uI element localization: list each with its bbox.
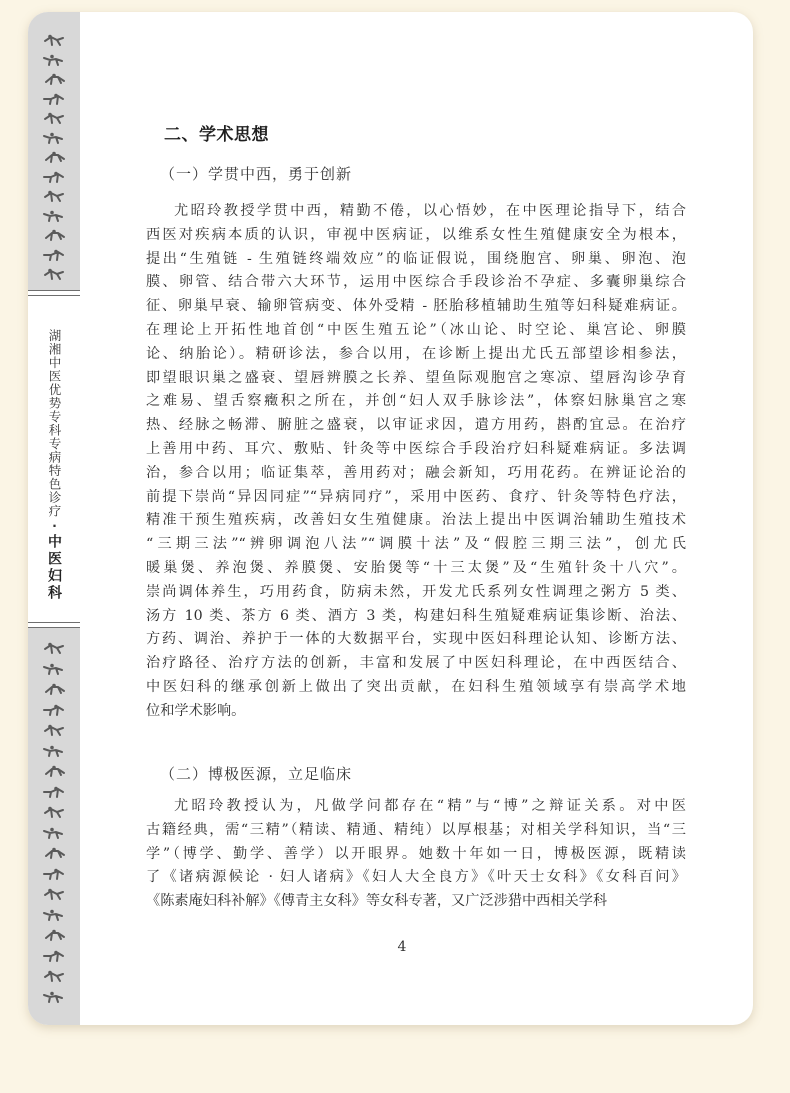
martial-arts-figure-icon [42, 868, 66, 881]
book-title: 中医妇科 [46, 534, 62, 602]
martial-arts-figure-icon [42, 888, 66, 901]
vertical-series-title [42, 329, 66, 602]
sidebar-figures-bottom [28, 628, 80, 1025]
paragraph-line: 崇尚调体养生，巧用药食，防病未然，开发尤氏系列女性调理之粥方 5 类、 [146, 583, 686, 600]
paragraph-line: 位和学术影响。 [146, 702, 246, 719]
martial-arts-figure-icon [42, 970, 66, 983]
page-number: 4 [397, 939, 407, 955]
martial-arts-figure-icon [42, 249, 66, 262]
paragraph-line: 精准干预生殖疾病，改善妇女生殖健康。治法上提出中医调治辅助生殖技术 [146, 512, 686, 529]
paragraph-line: 热、经脉之畅滞、腑脏之盛衰，以审证求因，遣方用药，斟酌宜忌。在治疗 [146, 417, 686, 434]
paragraph-line: 前提下崇尚“异因同症”“异病同疗”，采用中医药、食疗、针灸等特色疗法， [146, 488, 686, 505]
book-page [28, 12, 753, 1025]
martial-arts-figure-icon [42, 132, 66, 145]
paragraph-line: 膜、卵管、结合带六大环节，运用中医综合手段诊治不孕症、多囊卵巢综合 [146, 274, 686, 291]
subsection-heading-2: （二）博极医源，立足临床 [160, 765, 353, 783]
paragraph-line: 即望眼识巢之盛衰、望唇辨膜之长养、望鱼际观胞宫之寒凉、望唇沟诊孕育 [146, 369, 686, 386]
paragraph-line: 中医妇科的继承创新上做出了突出贡献，在妇科生殖领域享有崇高学术地 [146, 678, 686, 695]
martial-arts-figure-icon [42, 786, 66, 799]
paragraph-line: 提出“生殖链 - 生殖链终端效应”的临证假说，围绕胞宫、卵巢、卵泡、泡 [146, 250, 686, 267]
martial-arts-figure-icon [42, 683, 66, 696]
martial-arts-figure-icon [42, 991, 66, 1004]
martial-arts-figure-icon [42, 827, 66, 840]
martial-arts-figure-icon [42, 806, 66, 819]
sidebar-title-panel [28, 290, 80, 628]
martial-arts-figure-icon [42, 642, 66, 655]
martial-arts-figure-icon [42, 210, 66, 223]
paragraph-line: 之难易、望舌察癥积之所在，并创“妇人双手脉诊法”，体察妇脉巢宫之寒 [146, 393, 686, 410]
paragraph-line: 尤昭玲教授学贯中西，精勤不倦，以心悟妙，在中医理论指导下，结合 [174, 203, 686, 219]
paragraph-line: 了《诸病源候论 · 妇人诸病》《妇人大全良方》《叶天士女科》《女科百问》 [146, 869, 686, 886]
paragraph-line: 学”（博学、勤学、善学）以开眼界。她数十年如一日，博极医源，既精读 [146, 845, 686, 862]
martial-arts-figure-icon [42, 847, 66, 860]
title-separator: · [47, 518, 62, 534]
martial-arts-figure-icon [42, 54, 66, 67]
martial-arts-figure-icon [42, 229, 66, 242]
paragraph-line: 西医对疾病本质的认识，审视中医病证，以维系女性生殖健康安全为根本， [146, 226, 686, 243]
martial-arts-figure-icon [42, 73, 66, 86]
martial-arts-figure-icon [42, 724, 66, 737]
paragraph-2 [146, 795, 686, 914]
subsection-heading-1: （一）学贯中西，勇于创新 [160, 165, 353, 183]
paragraph-line: 汤方 10 类、茶方 6 类、酒方 3 类，构建妇科生殖疑难病证集诊断、治法、 [146, 607, 686, 624]
martial-arts-figure-icon [42, 929, 66, 942]
paragraph-line: 上善用中药、耳穴、敷贴、针灸等中医综合手段治疗妇科疑难病证。多法调 [146, 440, 686, 457]
paragraph-line: 治，参合以用；临证集萃，善用药对；融会新知，巧用花药。在辨证论治的 [146, 464, 686, 481]
martial-arts-figure-icon [42, 909, 66, 922]
martial-arts-figure-icon [42, 745, 66, 758]
sidebar-figures-top [28, 12, 80, 290]
paragraph-line: 暖巢煲、养泡煲、养膜煲、安胎煲等“十三太煲”及“生殖针灸十八穴”。 [146, 559, 686, 576]
section-heading: 二、学术思想 [164, 125, 269, 145]
paragraph-line: 尤昭玲教授认为，凡做学问都存在“精”与“博”之辩证关系。对中医 [174, 798, 686, 814]
paragraph-line: 治疗路径、治疗方法的创新，丰富和发展了中医妇科理论，在中西医结合、 [146, 655, 686, 672]
sidebar [28, 12, 80, 1025]
martial-arts-figure-icon [42, 704, 66, 717]
paragraph-line: 论、纳胎论）。精研诊法，参合以用，在诊断上提出尤氏五部望诊相参法， [146, 345, 686, 362]
martial-arts-figure-icon [42, 171, 66, 184]
martial-arts-figure-icon [42, 950, 66, 963]
martial-arts-figure-icon [42, 112, 66, 125]
martial-arts-figure-icon [42, 190, 66, 203]
paragraph-line: 《陈素庵妇科补解》《傅青主女科》等女科专著，又广泛涉猎中西相关学科 [146, 893, 608, 910]
martial-arts-figure-icon [42, 151, 66, 164]
martial-arts-figure-icon [42, 93, 66, 106]
paragraph-line: 古籍经典，需“三精”（精读、精通、精纯）以厚根基；对相关学科知识，当“三 [146, 821, 686, 838]
paragraph-line: 在理论上开拓性地首创“中医生殖五论”（冰山论、时空论、巢宫论、卵膜 [146, 321, 686, 338]
martial-arts-figure-icon [42, 34, 66, 47]
martial-arts-figure-icon [42, 268, 66, 281]
paragraph-line: 征、卵巢早衰、输卵管病变、体外受精 - 胚胎移植辅助生殖等妇科疑难病证。 [146, 298, 686, 315]
martial-arts-figure-icon [42, 765, 66, 778]
paragraph-line: 方药、调治、养护于一体的大数据平台，实现中医妇科理论认知、诊断方法、 [146, 631, 686, 648]
series-title: 湖湘中医优势专科专病特色诊疗 [47, 329, 62, 518]
paragraph-1 [146, 200, 686, 724]
paragraph-line: “三期三法”“辨卵调泡八法”“调膜十法”及“假腔三期三法”，创尤氏 [146, 536, 686, 553]
martial-arts-figure-icon [42, 663, 66, 676]
